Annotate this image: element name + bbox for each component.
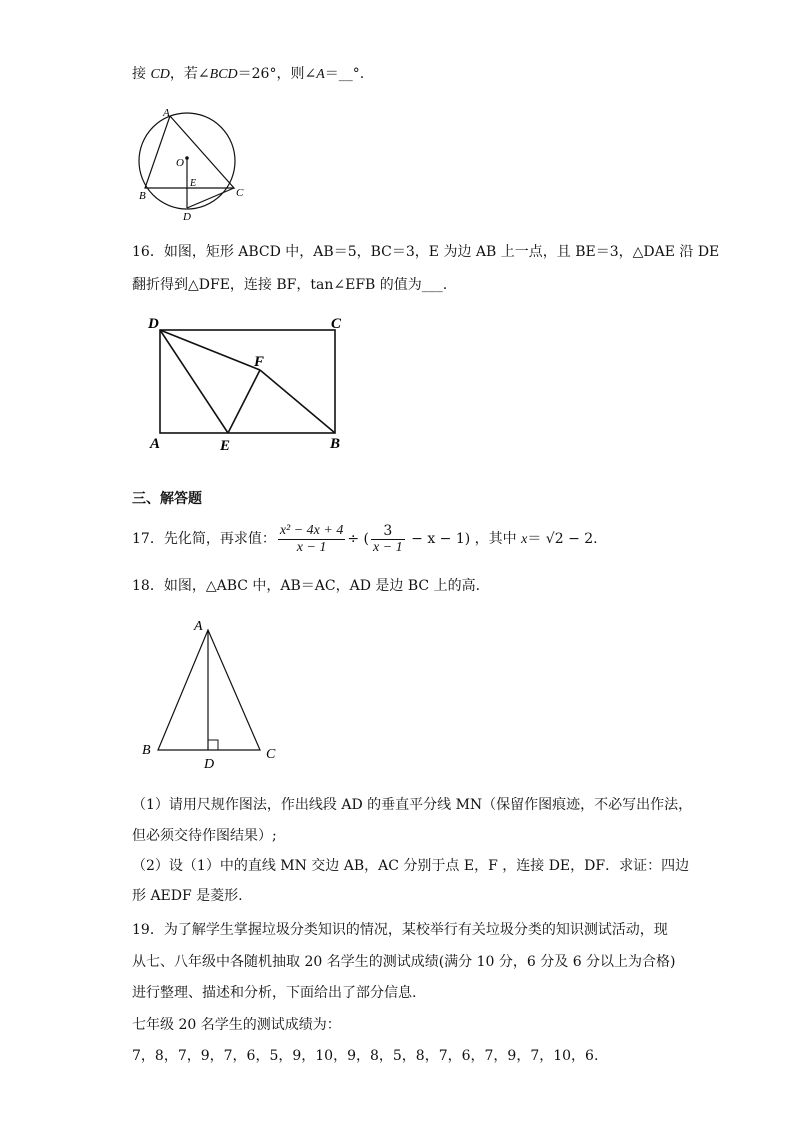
q19-line4: 七年级 20 名学生的测试成绩为： (132, 1017, 341, 1033)
q16-line1: 16．如图，矩形 ABCD 中，AB＝5，BC＝3，E 为边 AB 上一点，且 BE＝3，△DAE 沿 DE (132, 244, 720, 260)
label-a: A (163, 107, 170, 119)
label-d: D (148, 316, 159, 332)
q18-part2-line2: 形 AEDF 是菱形. (132, 888, 243, 904)
label-e: E (220, 438, 231, 454)
label-a: A (194, 619, 203, 634)
fraction-2: $\frac{3}{x - 1}$ (373, 522, 403, 555)
label-b: B (142, 743, 151, 758)
rectangle-figure (140, 308, 360, 458)
label-c: C (266, 747, 276, 762)
label-d: D (183, 211, 191, 223)
label-a: A (150, 436, 161, 452)
label-c: C (331, 316, 342, 332)
q19-line5: 7，8，7，9，7，6，5，9，10，9，8，5，8，7，6，7，9，7，10，6. (132, 1048, 599, 1064)
label-o: O (176, 157, 184, 169)
section-heading: 三、解答题 (132, 490, 202, 506)
label-e: E (190, 178, 197, 189)
label-f: F (254, 354, 265, 370)
label-b: B (330, 436, 341, 452)
label-d: D (204, 757, 215, 772)
circle-figure (130, 104, 250, 224)
q19-line1: 19．为了解学生掌握垃圾分类知识的情况，某校举行有关垃圾分类的知识测试活动，现 (132, 922, 668, 938)
q15-text: 接 CD，若∠BCD＝26°，则∠A＝__°. (132, 66, 365, 82)
q18-part1-line1: （1）请用尺规作图法，作出线段 AD 的垂直平分线 MN（保留作图痕迹，不必写出作法， (132, 797, 693, 813)
q18-part1-line2: 但必须交待作图结果）; (132, 828, 277, 844)
q19-line2: 从七、八年级中各随机抽取 20 名学生的测试成绩(满分 10 分，6 分及 6 分以上为合格) (132, 954, 676, 970)
q16-line2: 翻折得到△DFE，连接 BF，tan∠EFB 的值为___. (132, 277, 448, 293)
triangle-figure (138, 616, 288, 776)
q18-part2-line1: （2）设（1）中的直线 MN 交边 AB，AC 分别于点 E，F ，连接 DE，DF．求证：四边 (132, 858, 690, 874)
q17-line: 17．先化简，再求值： $\frac{\text{x² − 4x + 4}}{x - 1}$ ÷ ( $\frac{3}{x - 1}$ − x − 1) ，其中 x＝ √2 − 2. (132, 522, 598, 555)
label-c: C (236, 187, 244, 199)
fraction-1: $\frac{\text{x² − 4x + 4}}{x - 1}$ (279, 522, 344, 555)
q19-line3: 进行整理、描述和分析，下面给出了部分信息. (132, 985, 417, 1001)
q18-line1: 18．如图，△ABC 中，AB＝AC，AD 是边 BC 上的高. (132, 578, 481, 594)
label-b: B (139, 190, 146, 202)
